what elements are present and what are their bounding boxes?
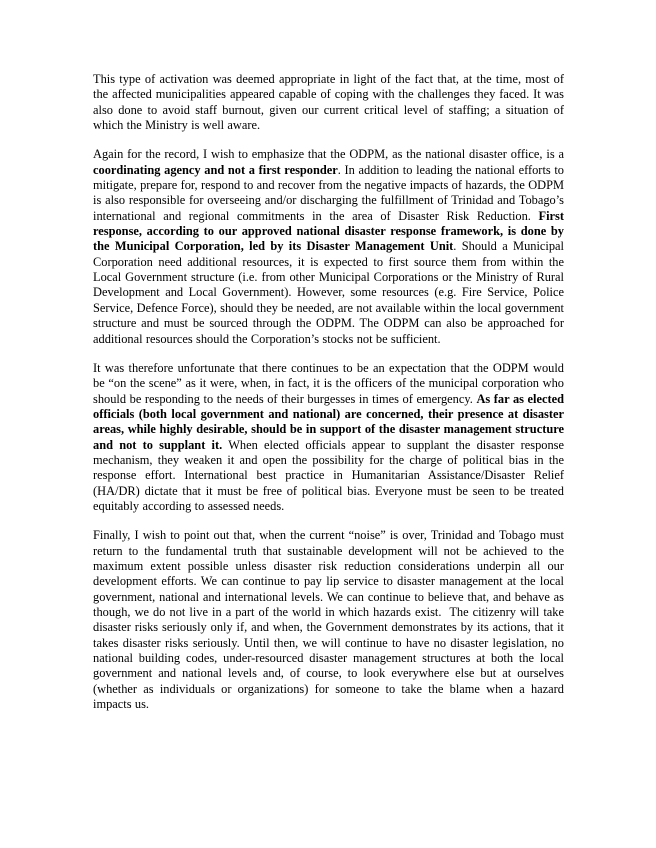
text-run: . Should a Municipal Corporation need additional resources, it is expected to first source them from within the Local Government structure (i.e. from other Municipal Corporations or the Ministry of Rural Development and Local Government). However, some resources (e.g. Fire Service, Police Service, Defence Force), should they be needed, are not available within the local government structure and must be sourced through the ODPM. The ODPM can also be approached for additional resources should the Corporation’s stocks not be sufficient. [93, 239, 564, 346]
paragraph-2 [93, 147, 564, 346]
paragraph-3 [93, 361, 564, 514]
text-run: Finally, I wish to point out that, when the current “noise” is over, Trinidad and Tobago must return to the fundamental truth that sustainable development will not be achieved to the maximum extent possible unless disaster risk reduction considerations underpin all our development efforts. We can continue to pay lip service to disaster management at the local government, national and international levels. We can continue to believe that, and behave as though, we do not live in a part of the world in which hazards exist. The citizenry will take disaster risks seriously only if, and when, the Government demonstrates by its actions, that it takes disaster risks seriously. Until then, we will continue to have no disaster legislation, no national building codes, under-resourced disaster management structures at both the local government and national levels and, of course, to look everywhere else but at ourselves (whether as individuals or organizations) for someone to take the blame when a hazard impacts us. [93, 528, 564, 712]
text-run: This type of activation was deemed appropriate in light of the fact that, at the time, most of the affected municipalities appeared capable of coping with the challenges they faced. It was also done to avoid staff burnout, given our current critical level of staffing; a situation of which the Ministry is well aware. [93, 72, 564, 133]
text-run: It was therefore unfortunate that there continues to be an expectation that the ODPM would be “on the scene” as it were, when, in fact, it is the officers of the municipal corporation who should be responding to the needs of their burgesses in times of emergency. [93, 360, 564, 406]
text-run: . In addition to leading the national efforts to mitigate, prepare for, respond to and recover from the negative impacts of hazards, the ODPM is also responsible for overseeing and/or discharging the fulfillment of Trinidad and Tobago’s international and regional commitments in the area of Disaster Risk Reduction. [93, 162, 565, 223]
emphasis-run: As far as elected officials (both local government and national) are concerned, their presence at disaster areas, while highly desirable, should be in support of the disaster management structure and not to supplant it. [93, 391, 564, 452]
emphasis-run: coordinating agency and not a first responder [93, 162, 338, 177]
paragraph-4 [93, 528, 564, 712]
text-run: When elected officials appear to supplant the disaster response mechanism, they weaken it and open the possibility for the charge of political bias in the response effort. International best practice in Humanitarian Assistance/Disaster Relief (HA/DR) dictate that it must be free of political bias. Everyone must be seen to be treated equitably according to assessed needs. [93, 437, 564, 513]
text-run: Again for the record, I wish to emphasize that the ODPM, as the national disaster office, is a [93, 147, 564, 162]
emphasis-run: First response, according to our approved national disaster response framework, is done by the Municipal Corporation, led by its Disaster Management Unit [93, 208, 564, 254]
paragraph-1 [93, 72, 564, 133]
document-text-body [93, 72, 564, 712]
